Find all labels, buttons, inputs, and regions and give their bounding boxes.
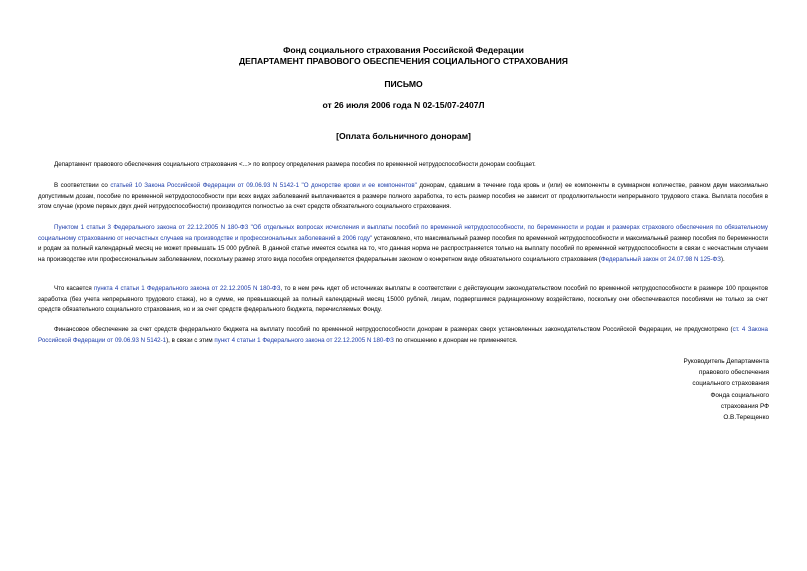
paragraph-financing-text-2: ), в связи с этим xyxy=(166,336,215,344)
paragraph-donor-law-text-2: донорам, сдавшим в течение года кровь и (или) ее компоненты в суммарном количестве, равном двум максимально допустимым дозам, пособие по временной нетрудоспособности при всех видах заболеваний выплачивается в размере полного заработка, то есть размер пособия не зависит от продолжительности непрерывного трудового стажа. Выплата пособия в этом случае (кроме первых двух дней нетрудоспособности) производится полностью за счет средств обязательного социального страхования. xyxy=(38,182,769,211)
paragraph-intro xyxy=(38,160,768,171)
paragraph-financing-text-3: по отношению к донорам не применяется. xyxy=(393,336,518,344)
paragraph-intro-text: Департамент правового обеспечения социального страхования <...> по вопросу определения размера пособия по временной нетрудоспособности донорам сообщает. xyxy=(54,161,536,168)
signature-line: Фонда социального xyxy=(710,391,769,399)
paragraph-radiation-text-2: , то в нем речь идет об источниках выплаты в соответствии с действующим законодательством пособий по временной нетрудоспособности в размере 100 процентов заработка (без учета непрерывного трудового стажа), но в сумме, не превышающей за полный календарный месяц 15000 рублей, лицам, подвергшимся радиационному воздействию, поскольку они обеспечиваются пособиями не только за счет средств обязательного социального страхования, но и за счет средств федерального бюджета, перечисляемых Фонду. xyxy=(38,285,769,314)
signature-line: Руководитель Департамента xyxy=(683,358,769,365)
paragraph-max-benefit-text-1: установлено, что максимальный размер пособия по временной нетрудоспособности и максимальный размер пособия по беременности и родам за полный календарный месяц не может превышать 15 000 рублей. В данной статье имеется ссылка на то, что данная норма не распространяется только на выплату пособий по временной нетрудоспособности в связи с несчастным случаем на производстве или профессиональным заболеванием, поскольку размер этого вида пособия определяется федеральным законом о конкретном виде обязательного социального страхования ( xyxy=(38,234,768,263)
document-subject: [Оплата больничного донорам] xyxy=(336,131,471,141)
paragraph-donor-law xyxy=(38,181,768,213)
signature-line: социального страхования xyxy=(692,380,769,388)
document-date-number: от 26 июля 2006 года N 02-15/07-2407Л xyxy=(322,100,485,110)
paragraph-donor-law-text-1: В соответствии со xyxy=(54,182,111,189)
paragraph-radiation-text-1: Что касается xyxy=(54,285,94,292)
paragraph-max-benefit xyxy=(38,223,768,265)
link-fz-180-article-3[interactable]: Пунктом 1 статьи 3 Федерального закона от 22.12.2005 N 180-ФЗ "Об отдельных вопросах исчисления и выплаты пособий по временной нетрудоспособности, по беременности и родам и размерах страхового обеспечения по обязательному социальному страхованию от несчастных случаев на производстве и профессиональных заболеваний в 2006 году" xyxy=(38,224,768,242)
signature-name: О.В.Терещенко xyxy=(723,414,769,422)
signature-line: страхования РФ xyxy=(720,402,769,410)
link-fz-125[interactable]: Федеральный закон от 24.07.98 N 125-ФЗ xyxy=(600,255,721,263)
department-name: ДЕПАРТАМЕНТ ПРАВОВОГО ОБЕСПЕЧЕНИЯ СОЦИАЛЬНОГО СТРАХОВАНИЯ xyxy=(238,56,568,66)
paragraph-radiation xyxy=(38,284,768,316)
paragraph-financing xyxy=(38,325,768,346)
link-article-4-donor-law[interactable]: ст. 4 Закона Российской Федерации от 09.06.93 N 5142-1 xyxy=(38,326,768,344)
org-name: Фонд социального страхования Российской Федерации xyxy=(283,45,524,55)
signature-block xyxy=(683,356,769,423)
paragraph-financing-text-1: Финансовое обеспечение за счет средств федерального бюджета на выплату пособий по временной нетрудоспособности донорам в размерах сверх установленных законодательством Российской Федерации, не предусмотрено ( xyxy=(54,326,733,333)
paragraph-max-benefit-text-2: ). xyxy=(720,255,725,263)
link-article-10-donor-law[interactable]: статьей 10 Закона Российской Федерации от 09.06.93 N 5142-1 "О донорстве крови и ее компонентов" xyxy=(110,182,417,189)
document-type: ПИСЬМО xyxy=(384,79,423,89)
signature-line: правового обеспечения xyxy=(699,369,769,377)
link-fz-180-article-1-point-4[interactable]: пункта 4 статьи 1 Федерального закона от 22.12.2005 N 180-ФЗ xyxy=(93,285,281,292)
link-fz-180-article-1-point-4-b[interactable]: пункт 4 статьи 1 Федерального закона от 22.12.2005 N 180-ФЗ xyxy=(214,336,394,344)
